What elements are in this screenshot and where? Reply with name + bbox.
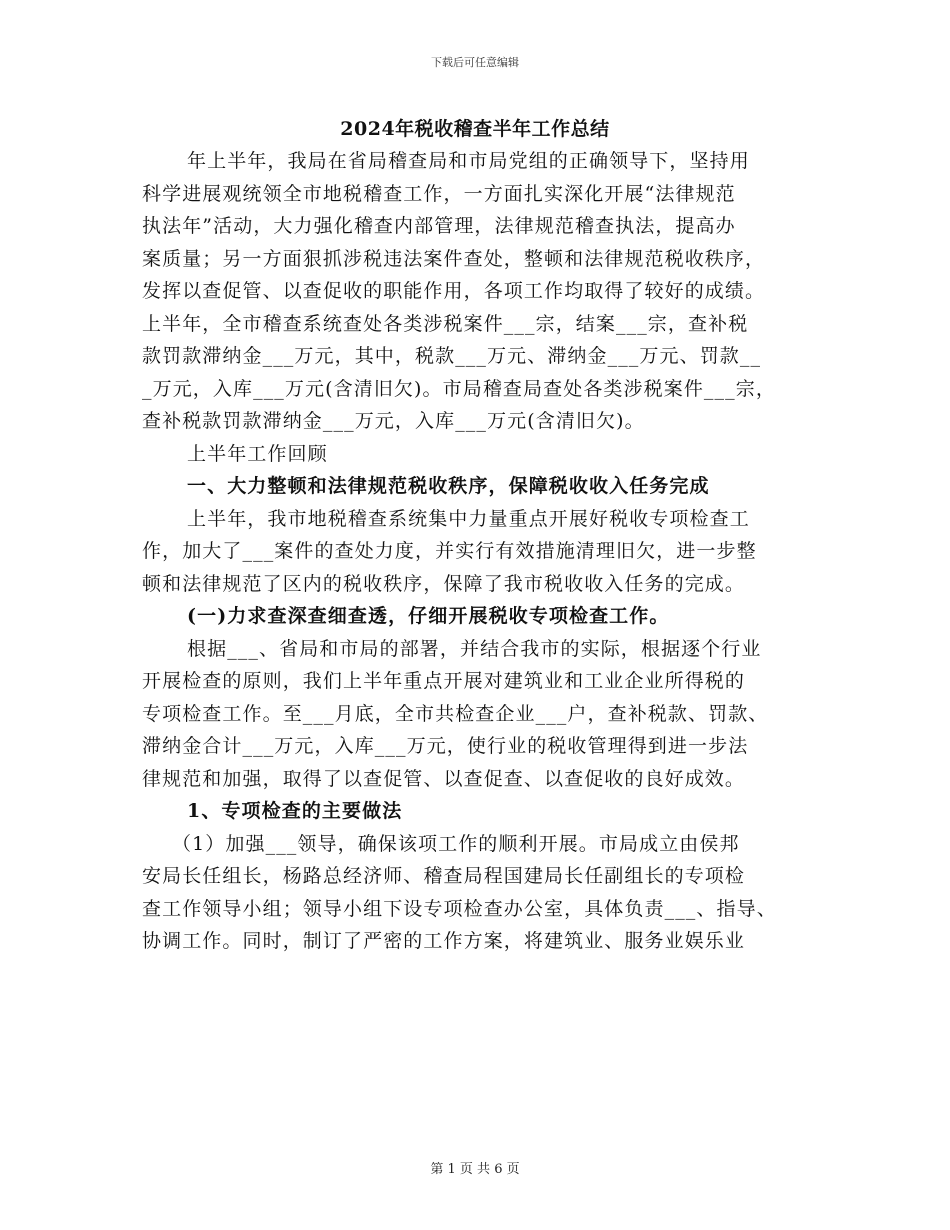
document-body	[142, 145, 822, 958]
body-line: 执法年”活动，大力强化稽查内部管理，法律规范稽查执法，提高办	[142, 215, 736, 237]
document-title: 2024年税收稽查半年工作总结	[340, 118, 610, 140]
body-line: 作，加大了___案件的查处力度，并实行有效措施清理旧欠，进一步整	[142, 540, 757, 562]
body-line: 顿和法律规范了区内的税收秩序，保障了我市税收收入任务的完成。	[142, 572, 746, 595]
body-line: 案质量；另一方面狠抓涉税违法案件查处，整顿和法律规范税收秩序，	[142, 247, 766, 270]
body-line: 上半年，全市稽查系统查处各类涉税案件___宗，结案___宗，查补税	[142, 312, 749, 335]
body-line: 专项检查工作。至___月底，全市共检查企业___户，查补税款、罚款、	[142, 702, 769, 725]
body-line: 上半年工作回顾	[187, 442, 328, 465]
body-line: （1）加强___领导，确保该项工作的顺利开展。市局成立由侯邦	[172, 832, 740, 855]
body-line: (一)力求查深查细查透，仔细开展税收专项检查工作。	[187, 605, 670, 627]
body-line: 滞纳金合计___万元，入库___万元，使行业的税收管理得到进一步法	[142, 735, 749, 757]
body-line: 科学进展观统领全市地税稽查工作，一方面扎实深化开展“法律规范	[142, 182, 736, 205]
page-number-footer: 第 1 页 共 6 页	[430, 1162, 520, 1177]
body-line: 上半年，我市地税稽查系统集中力量重点开展好税收专项检查工	[187, 507, 750, 530]
body-line: 年上半年，我局在省局稽查局和市局党组的正确领导下，坚持用	[187, 150, 750, 172]
body-line: 律规范和加强，取得了以查促管、以查促查、以查促收的良好成效。	[142, 767, 746, 790]
body-line: 根据___、省局和市局的部署，并结合我市的实际，根据逐个行业	[187, 637, 762, 660]
body-line: 安局长任组长，杨路总经济师、稽查局程国建局长任副组长的专项检	[142, 865, 746, 887]
body-line: 发挥以查促管、以查促收的职能作用，各项工作均取得了较好的成绩。	[142, 280, 766, 302]
page-header-note: 下载后可任意编辑	[431, 56, 519, 69]
body-line: 开展检查的原则，我们上半年重点开展对建筑业和工业企业所得税的	[142, 670, 746, 692]
body-line: 一、大力整顿和法律规范税收秩序，保障税收收入任务完成	[187, 475, 710, 497]
body-line: 查工作领导小组；领导小组下设专项检查办公室，具体负责___、指导、	[142, 897, 777, 920]
body-line: 协调工作。同时，制订了严密的工作方案，将建筑业、服务业娱乐业	[142, 930, 746, 952]
body-line: 款罚款滞纳金___万元，其中，税款___万元、滞纳金___万元、罚款__	[142, 345, 762, 367]
body-line: _万元，入库___万元(含清旧欠)。市局稽查局查处各类涉税案件___宗，	[142, 377, 776, 400]
body-line: 1、专项检查的主要做法	[187, 800, 403, 822]
body-line: 查补税款罚款滞纳金___万元，入库___万元(含清旧欠)。	[142, 410, 645, 432]
